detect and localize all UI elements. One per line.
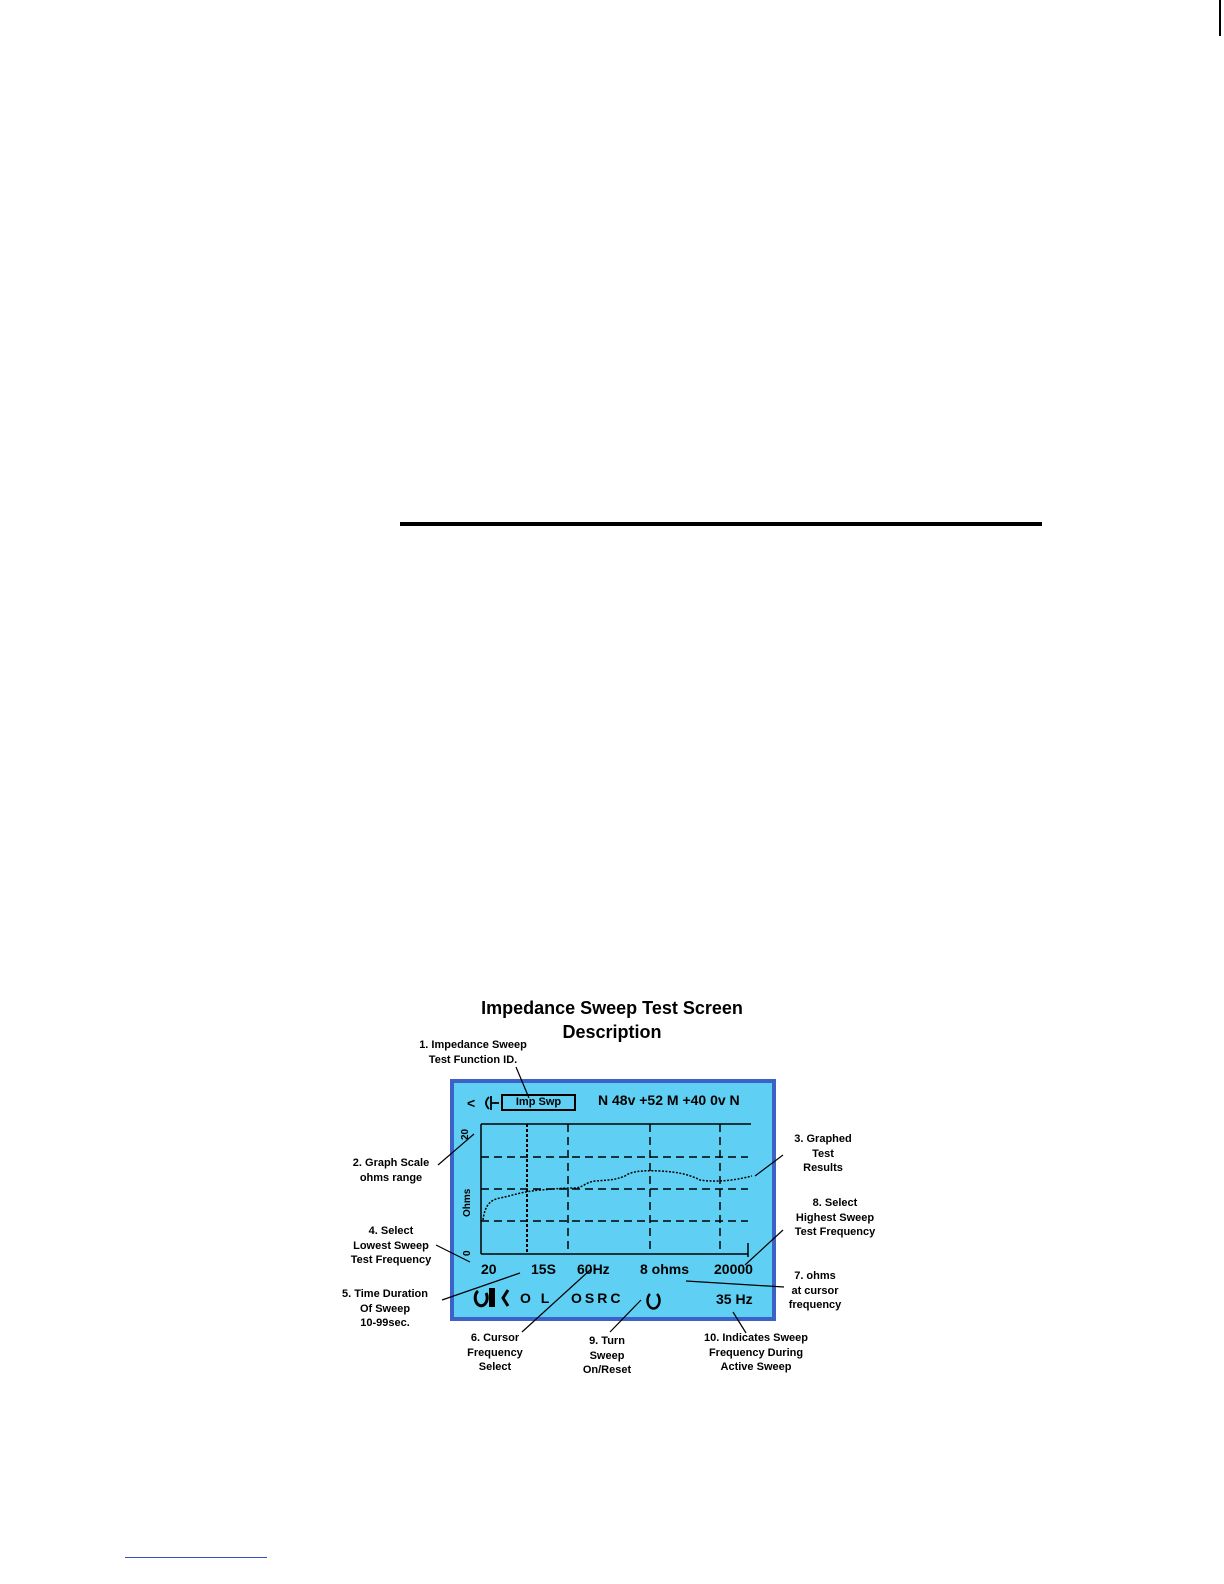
callout-2-line-1: 2. Graph Scale — [352, 1157, 430, 1169]
title-line-1: Impedance Sweep Test Screen — [481, 998, 743, 1018]
callout-5 — [329, 1287, 441, 1331]
callout-6-line-3: Select — [478, 1361, 512, 1373]
high-freq-value: 20000 — [714, 1261, 753, 1277]
ohms-reading-value: 8 ohms — [640, 1261, 690, 1277]
callout-5-line-2: Of Sweep — [359, 1302, 411, 1315]
y-axis-max: 20 — [460, 1128, 471, 1140]
back-symbol: < — [467, 1095, 476, 1111]
callout-2 — [335, 1156, 447, 1185]
callout-4-line-3: Test Frequency — [350, 1254, 432, 1266]
low-freq-value: 20 — [481, 1261, 497, 1277]
soft-keys-left: O L — [520, 1290, 553, 1306]
callout-4-line-1: 4. Select — [368, 1225, 414, 1237]
callout-3 — [771, 1132, 875, 1176]
callout-7-line-2: at cursor — [791, 1284, 839, 1297]
sweep-freq-value: 35 Hz — [716, 1291, 753, 1307]
callout-5-line-3: 10-99sec. — [360, 1317, 410, 1329]
callout-10 — [688, 1331, 824, 1375]
callout-7-line-1: 7. ohms — [794, 1270, 836, 1282]
callout-2-line-2: ohms range — [359, 1171, 423, 1184]
callout-1-line-2: Test Function ID. — [428, 1053, 518, 1066]
callout-10-line-2: Frequency During — [708, 1346, 804, 1359]
impedance-curve — [483, 1171, 752, 1220]
callout-9 — [561, 1334, 653, 1378]
callout-8-line-2: Highest Sweep — [795, 1211, 875, 1224]
y-axis-label: Ohms — [462, 1188, 473, 1217]
cursor-freq-value: 60Hz — [577, 1261, 610, 1277]
callout-8-line-1: 8. Select — [812, 1197, 858, 1209]
footnote-separator — [125, 1557, 267, 1558]
soft-keys-mid: OSRC — [571, 1290, 624, 1306]
callout-1-line-1: 1. Impedance Sweep — [419, 1039, 527, 1051]
graph-axes — [481, 1124, 751, 1257]
callout-5-line-1: 5. Time Duration — [342, 1288, 428, 1300]
callout-4 — [334, 1224, 448, 1268]
callout-3-line-2: Test — [812, 1147, 834, 1160]
callout-6-line-1: 6. Cursor — [470, 1332, 520, 1344]
status-line: N 48v +52 M +40 0v N — [598, 1092, 740, 1108]
callout-8-line-3: Test Frequency — [794, 1226, 876, 1238]
title-line-2: Description — [562, 1022, 662, 1042]
callout-7-line-3: frequency — [788, 1299, 842, 1311]
speaker-icon — [486, 1096, 499, 1110]
function-id-label: Imp Swp — [515, 1096, 562, 1108]
callout-10-line-1: 10. Indicates Sweep — [704, 1332, 808, 1344]
callout-10-line-3: Active Sweep — [720, 1361, 792, 1373]
callout-9-line-2: Sweep — [589, 1349, 625, 1362]
callout-4-line-2: Lowest Sweep — [353, 1239, 429, 1252]
callout-3-line-3: Results — [803, 1162, 843, 1174]
callout-3-line-1: 3. Graphed — [794, 1133, 852, 1145]
sweep-time-value: 15S — [531, 1261, 556, 1277]
callout-1 — [402, 1038, 544, 1067]
callout-6-line-2: Frequency — [467, 1346, 523, 1359]
callout-9-line-3: On/Reset — [582, 1364, 632, 1376]
callout-6 — [444, 1331, 546, 1375]
callout-8 — [774, 1196, 896, 1240]
callout-9-line-1: 9. Turn — [589, 1335, 625, 1347]
horizontal-gridlines — [481, 1157, 748, 1221]
callout-7 — [764, 1269, 866, 1313]
y-axis-min: 0 — [462, 1250, 473, 1256]
